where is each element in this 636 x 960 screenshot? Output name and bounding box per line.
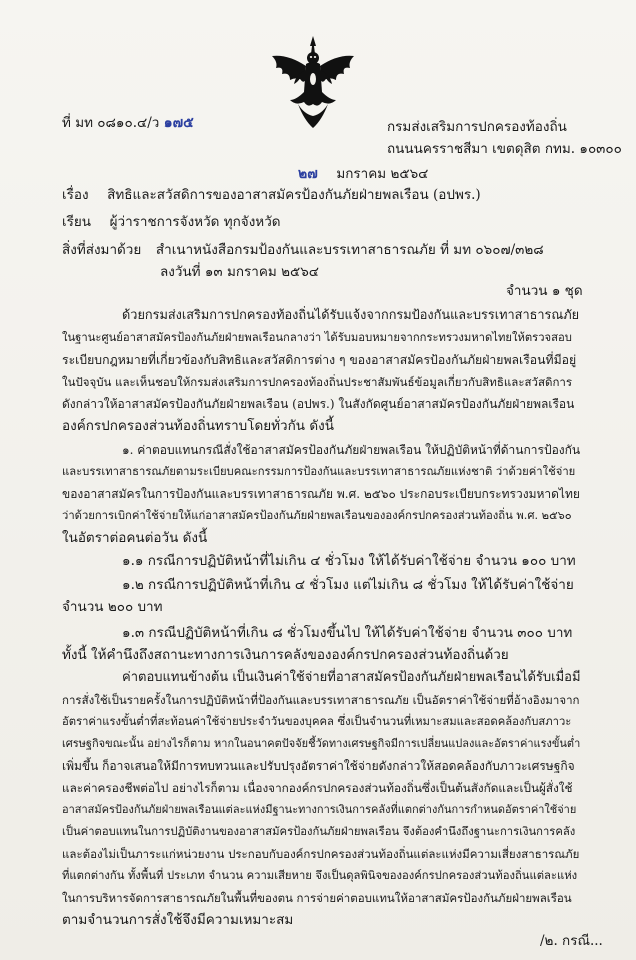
enclosure-line <box>62 239 544 261</box>
explanation-line: เป็นค่าตอบแทนในการปฏิบัติงานของอาสาสมัครป้องกันภัยฝ่ายพลเรือน จึงต้องคำนึงถึงฐานะการเงินการคลัง <box>62 825 576 838</box>
document-number-handwritten: ๑๗๕ <box>163 115 194 131</box>
document-number <box>62 112 194 134</box>
explanation-line: การสั่งใช้เป็นรายครั้งในการปฏิบัติหน้าที่ป้องกันและบรรเทาสาธารณภัย เป็นอัตราค่าใช้จ่ายที่อ้างอิงมาจาก <box>62 693 580 707</box>
explanation-line: ตามจำนวนการสั่งใช้จึงมีความเหมาะสม <box>62 912 294 928</box>
enclosure-quantity: จำนวน ๑ ชุด <box>506 283 583 299</box>
item-1-line: ของอาสาสมัครในการป้องกันและบรรเทาสาธารณภัย พ.ศ. ๒๕๖๐ ประกอบระเบียบกระทรวงมหาดไทย <box>62 487 580 501</box>
intro-line: ด้วยกรมส่งเสริมการปกครองท้องถิ่นได้รับแจ้งจากกรมป้องกันและบรรเทาสาธารณภัย <box>122 308 580 323</box>
item-1-2: ๑.๒ กรณีการปฏิบัติหน้าที่เกิน ๔ ชั่วโมง แต่ไม่เกิน ๘ ชั่วโมง ให้ได้รับค่าใช้จ่าย <box>122 577 574 593</box>
explanation-line: อัตราค่าแรงขั้นต่ำที่สะท้อนค่าใช้จ่ายประจำวันของบุคคล ซึ่งเป็นจำนวนที่เหมาะสมและสอดคล้องกับสภาวะ <box>62 715 572 728</box>
garuda-emblem <box>268 34 358 130</box>
subject-text: สิทธิและสวัสดิการของอาสาสมัครป้องกันภัยฝ่ายพลเรือน (อปพร.) <box>107 187 481 203</box>
explanation-paragraph <box>62 667 582 931</box>
explanation-line: ที่แตกต่างกัน ทั้งพื้นที่ ประเภท จำนวน ความเสียหาย จึงเป็นดุลพินิจขององค์กรปกครองส่วนท้องถิ่นแต่ละแห่ง <box>62 869 578 882</box>
document-date <box>298 163 428 185</box>
date-month-year: มกราคม ๒๕๖๔ <box>336 166 429 182</box>
recipient-label: เรียน <box>62 214 92 230</box>
document-number-printed: ที่ มท ๐๘๑๐.๔/ว <box>62 115 160 131</box>
item-1-line: ว่าด้วยการเบิกค่าใช้จ่ายให้แก่อาสาสมัครป้องกันภัยฝ่ายพลเรือนขององค์กรปกครองส่วนท้องถิ่น พ.ศ. ๒๕๖๐ <box>62 509 572 522</box>
intro-line: ในปัจจุบัน และเห็นชอบให้กรมส่งเสริมการปกครองท้องถิ่นประชาสัมพันธ์ข้อมูลเกี่ยวกับสิทธิและสวัสดิการ <box>62 375 573 389</box>
sender-address: ถนนนครราชสีมา เขตดุสิต กทม. ๑๐๓๐๐ <box>387 141 622 157</box>
item-1-1: ๑.๑ กรณีการปฏิบัติหน้าที่ไม่เกิน ๔ ชั่วโมง ให้ได้รับค่าใช้จ่าย จำนวน ๑๐๐ บาท <box>122 553 576 569</box>
sender-department: กรมส่งเสริมการปกครองท้องถิ่น <box>387 119 567 135</box>
date-day-handwritten: ๒๗ <box>298 166 318 182</box>
item-1-paragraph <box>62 439 582 549</box>
enclosure-text: สำเนาหนังสือกรมป้องกันและบรรเทาสาธารณภัย ที่ มท ๐๖๐๗/๓๒๘ <box>155 242 544 258</box>
explanation-line: และต้องไม่เป็นภาระแก่หน่วยงาน ประกอบกับองค์กรปกครองส่วนท้องถิ่นแต่ละแห่งมีความเสี่ยงสาธารณภัย <box>62 847 580 861</box>
explanation-line: ค่าตอบแทนข้างต้น เป็นเงินค่าใช้จ่ายที่อาสาสมัครป้องกันภัยฝ่ายพลเรือนได้รับเมื่อมี <box>122 670 581 685</box>
intro-paragraph <box>62 305 582 437</box>
item-1-line: ในอัตราต่อคนต่อวัน ดังนี้ <box>62 530 208 546</box>
recipient-text: ผู้ว่าราชการจังหวัด ทุกจังหวัด <box>109 214 281 230</box>
subject-line <box>62 184 481 206</box>
item-1-line: ๑. ค่าตอบแทนกรณีสั่งใช้อาสาสมัครป้องกันภัยฝ่ายพลเรือน ให้ปฏิบัติหน้าที่ด้านการป้องกัน <box>122 443 581 457</box>
explanation-line: เพิ่มขึ้น ก็อาจเสนอให้มีการทบทวนและปรับปรุงอัตราค่าใช้จ่ายดังกล่าวให้สอดคล้องกับภาวะเศรษฐกิจ <box>62 759 575 773</box>
enclosure-label: สิ่งที่ส่งมาด้วย <box>62 242 142 258</box>
explanation-line: เศรษฐกิจขณะนั้น อย่างไรก็ตาม หากในอนาคตปัจจัยชี้วัดทางเศรษฐกิจมีการเปลี่ยนแปลงและอัตราค่าแรงขั้นต่ำ <box>62 737 581 750</box>
intro-line: ดังกล่าวให้อาสาสมัครป้องกันภัยฝ่ายพลเรือน (อปพร.) ในสังกัดศูนย์อาสาสมัครป้องกันภัยฝ่ายพลเรือน <box>62 397 575 411</box>
enclosure-date: ลงวันที่ ๑๓ มกราคม ๒๕๖๔ <box>160 264 319 280</box>
recipient-line <box>62 211 281 233</box>
item-1-line: และบรรเทาสาธารณภัยตามระเบียบคณะกรรมการป้องกันและบรรเทาสาธารณภัยแห่งชาติ ว่าด้วยค่าใช้จ่าย <box>62 465 576 478</box>
item-1-2-amount: จำนวน ๒๐๐ บาท <box>62 599 163 615</box>
subject-label: เรื่อง <box>62 187 89 203</box>
item-1-3-note: ทั้งนี้ ให้คำนึงถึงสถานะทางการเงินการคลังขององค์กรปกครองส่วนท้องถิ่นด้วย <box>62 647 509 663</box>
item-1-3: ๑.๓ กรณีปฏิบัติหน้าที่เกิน ๘ ชั่วโมงขึ้นไป ให้ได้รับค่าใช้จ่าย จำนวน ๓๐๐ บาท <box>122 625 573 641</box>
intro-line: ในฐานะศูนย์อาสาสมัครป้องกันภัยฝ่ายพลเรือนกลางว่า ได้รับมอบหมายจากกระทรวงมหาดไทยให้ตรวจสอบ <box>62 331 572 344</box>
explanation-line: อาสาสมัครป้องกันภัยฝ่ายพลเรือนแต่ละแห่งมีฐานะทางการเงินการคลังที่แตกต่างกันการกำหนดอัตราค่าใช้จ่าย <box>62 803 577 816</box>
intro-line: องค์กรปกครองส่วนท้องถิ่นทราบโดยทั่วกัน ดังนี้ <box>62 418 334 434</box>
page-continuation: /๒. กรณี... <box>540 933 603 949</box>
intro-line: ระเบียบกฎหมายที่เกี่ยวข้องกับสิทธิและสวัสดิการต่าง ๆ ของอาสาสมัครป้องกันภัยฝ่ายพลเรือนที่มีอยู่ <box>62 353 577 367</box>
explanation-line: และค่าครองชีพต่อไป อย่างไรก็ตาม เนื่องจากองค์กรปกครองส่วนท้องถิ่นซึ่งเป็นต้นสังกัดและเป็นผู้สั่งใช้ <box>62 781 573 795</box>
explanation-line: ในการบริหารจัดการสาธารณภัยในพื้นที่ของตน การจ่ายค่าตอบแทนให้อาสาสมัครป้องกันภัยฝ่ายพลเรือน <box>62 891 572 905</box>
